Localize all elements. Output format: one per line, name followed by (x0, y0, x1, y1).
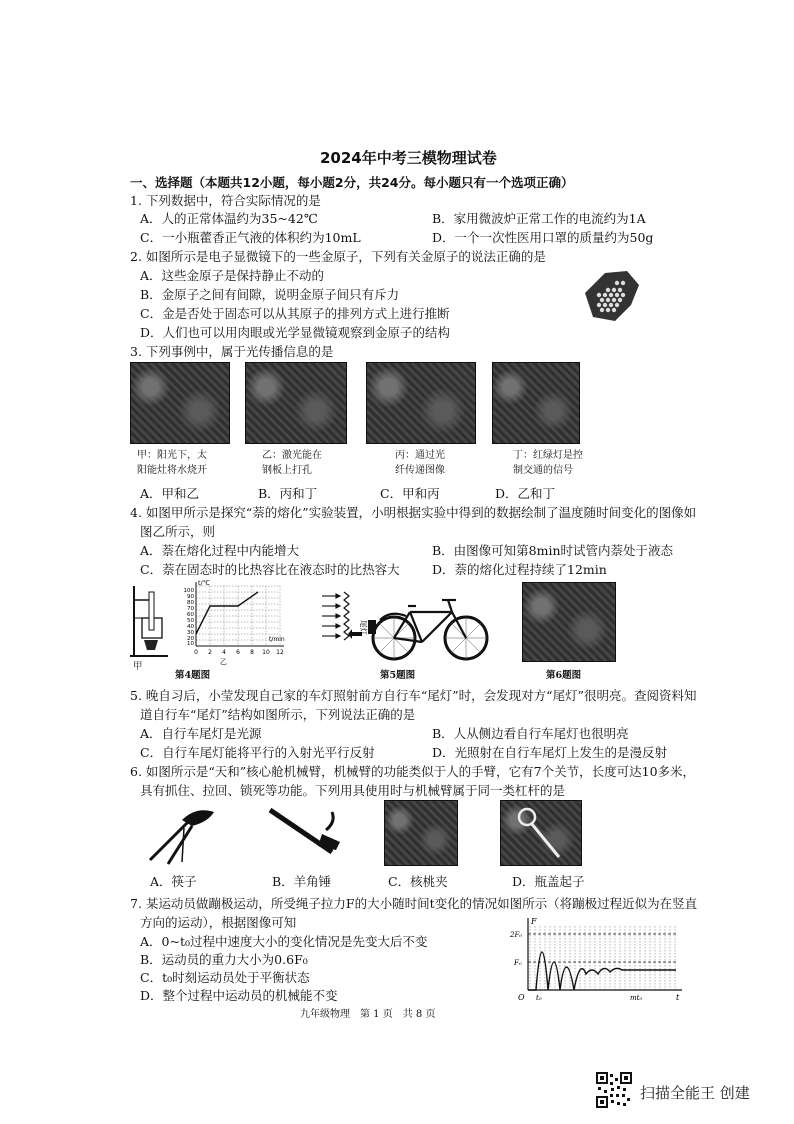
q1-option-a: A．人的正常体温约为35~42℃ (140, 211, 318, 226)
svg-text:0: 0 (194, 649, 198, 656)
svg-text:50: 50 (187, 618, 194, 624)
fig7-y-mid: F₀ (514, 959, 522, 967)
fig7-x-label: t (676, 993, 680, 1002)
walnut-cracker-image (384, 800, 458, 866)
q3-caption-jia: 甲：阳光下，太 阳能灶将水烧开 (137, 450, 207, 476)
q6-stem-line1: 6. 如图所示是“天和”核心舱机械臂，机械臂的功能类似于人的手臂，它有7个关节，长度可达10多米， (130, 764, 696, 779)
q1-stem: 1. 下列数据中，符合实际情况的是 (130, 193, 321, 208)
q7-stem-line1: 7. 某运动员做蹦极运动，所受绳子拉力F的大小随时间t变化的情况如图所示（将蹦极过程近似为在竖直 (130, 896, 698, 911)
fig7-y-top: 2F₀ (510, 931, 523, 939)
svg-text:10: 10 (187, 641, 194, 647)
q2-option-d: D．人们也可以用肉眼或光学显微镜观察到金原子的结构 (140, 325, 451, 340)
q1-option-c: C．一小瓶藿香正气液的体积约为10mL (140, 230, 361, 245)
q4-stem-line2: 图乙所示，则 (140, 524, 216, 539)
fig5-caption: 第5题图 (380, 670, 416, 681)
q4-option-b: B．由图像可知第8min时试管内萘处于液态 (432, 543, 674, 558)
fig4-caption: 第4题图 (175, 670, 211, 681)
q5-option-c: C．自行车尾灯能将平行的入射光平行反射 (140, 745, 375, 760)
photo-optical-fiber (366, 362, 476, 444)
q2-stem: 2. 如图所示是电子显微镜下的一些金原子，下列有关金原子的说法正确的是 (130, 249, 546, 264)
q7-option-d: D．整个过程中运动员的机械能不变 (140, 988, 338, 1003)
bottle-opener-icon (501, 801, 581, 865)
fig4-xlabel: t/min (269, 636, 285, 643)
q3-option-a: A．甲和乙 (140, 486, 200, 501)
q5-option-d: D．光照射在自行车尾灯上发生的是漫反射 (432, 745, 668, 760)
svg-text:20: 20 (187, 636, 194, 642)
q2-option-b: B．金原子之间有间隙，说明金原子间只有斥力 (140, 287, 400, 302)
q2-option-c: C．金是否处于固态可以从其原子的排列方式上进行推断 (140, 306, 450, 321)
bottle-opener-image (500, 800, 582, 866)
fig4-label-jia: 甲 (133, 661, 143, 672)
naphthalene-apparatus-figure (128, 582, 174, 664)
q5-option-b: B．人从侧边看自行车尾灯也很明亮 (432, 726, 629, 741)
bicycle-tail-light-figure (318, 582, 498, 664)
svg-text:80: 80 (187, 600, 194, 606)
page-footer: 九年级物理 第 1 页 共 8 页 (300, 1009, 436, 1020)
q7-stem-line2: 方向的运动），根据图像可知 (140, 915, 297, 930)
q5-stem-line1: 5. 晚自习后，小莹发现自己家的车灯照射前方自行车“尾灯”时，会发现对方“尾灯”很明亮。查阅资料知 (130, 688, 697, 703)
photo-solar-cooker (130, 362, 230, 444)
chopsticks-image (138, 800, 226, 866)
gold-atoms-image (575, 265, 645, 325)
q3-caption-yi: 乙：激光能在 钢板上打孔 (262, 450, 322, 476)
q5-option-a: A．自行车尾灯是光源 (140, 726, 262, 741)
q4-stem-line1: 4. 如图甲所示是探究“萘的熔化”实验装置，小明根据实验中得到的数据绘制了温度随时间变化的图像如 (130, 505, 697, 520)
melting-curve (196, 592, 258, 634)
q3-option-d: D．乙和丁 (495, 486, 556, 501)
q3-stem: 3. 下列事例中，属于光传播信息的是 (130, 344, 334, 359)
q3-caption-ding: 丁：红绿灯是控 制交通的信号 (513, 450, 583, 476)
fig7-x-t0: t₀ (536, 994, 542, 1002)
fig7-x-mt0: mt₀ (630, 994, 643, 1002)
q3-option-b: B．丙和丁 (258, 486, 318, 501)
svg-text:70: 70 (187, 606, 194, 612)
page-title: 2024年中考三模物理试卷 (320, 149, 497, 167)
fig4-label-yi: 乙 (220, 658, 227, 666)
svg-text:12: 12 (276, 649, 284, 656)
fig7-origin: O (518, 993, 525, 1002)
q7-option-b: B．运动员的重力大小为0.6F₀ (140, 952, 308, 967)
tail-light-label: 尾灯 (359, 620, 368, 635)
photo-traffic-light (492, 362, 580, 444)
svg-text:30: 30 (187, 630, 194, 636)
svg-text:60: 60 (187, 612, 194, 618)
q6-option-a: A．筷子 (150, 874, 197, 889)
photo-robotic-arm (522, 582, 616, 662)
photo-laser-drilling (245, 362, 347, 444)
svg-text:10: 10 (262, 649, 270, 656)
qr-code-icon (596, 1072, 632, 1108)
svg-text:2: 2 (208, 649, 212, 656)
svg-text:6: 6 (236, 649, 240, 656)
force-time-chart (506, 914, 686, 1002)
claw-hammer-image (262, 800, 342, 866)
q4-option-c: C．萘在固态时的比热容比在液态时的比热容大 (140, 562, 400, 577)
fig7-y-label: F (531, 917, 537, 926)
fig6-caption: 第6题图 (546, 670, 582, 681)
temperature-time-chart (174, 578, 294, 666)
svg-text:90: 90 (187, 594, 194, 600)
section-heading: 一、选择题（本题共12小题，每小题2分，共24分。每小题只有一个选项正确） (130, 175, 574, 190)
svg-text:4: 4 (222, 649, 226, 656)
q4-option-d: D．萘的熔化过程持续了12min (432, 562, 607, 577)
q3-option-c: C．甲和丙 (380, 486, 440, 501)
q5-stem-line2: 道自行车“尾灯”结构如图所示，下列说法正确的是 (140, 707, 416, 722)
q7-option-c: C．t₀时刻运动员处于平衡状态 (140, 970, 310, 985)
q6-option-b: B．羊角锤 (272, 874, 332, 889)
q1-option-b: B．家用微波炉正常工作的电流约为1A (432, 211, 646, 226)
q6-stem-line2: 具有抓住、拉回、锁死等功能。下列用具使用时与机械臂属于同一类杠杆的是 (140, 783, 566, 798)
svg-text:40: 40 (187, 624, 194, 630)
q7-option-a: A．0~t₀过程中速度大小的变化情况是先变大后不变 (140, 934, 428, 949)
svg-text:100: 100 (183, 588, 194, 594)
q6-option-d: D．瓶盖起子 (512, 874, 585, 889)
q4-option-a: A．萘在熔化过程中内能增大 (140, 543, 300, 558)
q1-option-d: D．一个一次性医用口罩的质量约为50g (432, 230, 654, 245)
q6-option-c: C．核桃夹 (388, 874, 448, 889)
svg-text:8: 8 (250, 649, 254, 656)
q3-caption-bing: 丙：通过光 纤传递图像 (395, 450, 445, 476)
fig4-ylabel: t/℃ (198, 579, 211, 587)
q2-option-a: A．这些金原子是保持静止不动的 (140, 268, 325, 283)
scanner-watermark: 扫描全能王 创建 (640, 1084, 750, 1102)
